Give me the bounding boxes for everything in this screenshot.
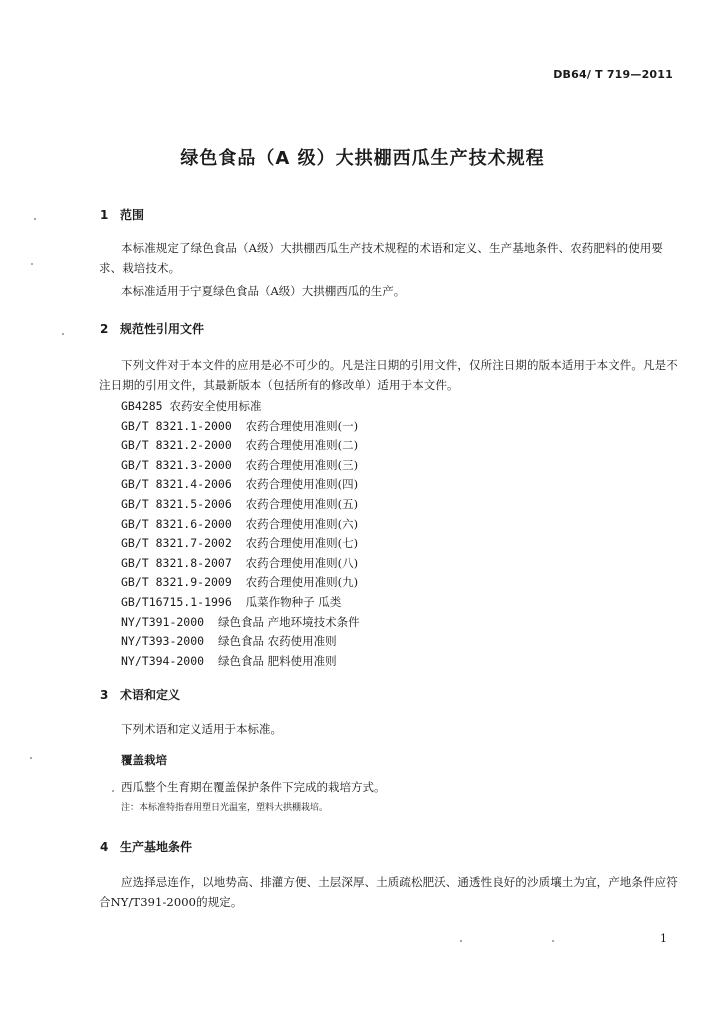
reference-separator [232,419,246,433]
section-title: 生产基地条件 [120,840,193,854]
scan-speck [34,218,36,220]
reference-separator [204,634,218,648]
reference-title: 绿色食品 农药使用准则 [217,634,337,649]
reference-separator [204,615,218,629]
reference-title: 农药合理使用准则(二) [245,438,359,453]
scan-speck [112,790,114,792]
term-definition: 西瓜整个生育期在覆盖保护条件下完成的栽培方式。 [121,780,386,794]
reference-item [121,614,360,630]
scan-speck [460,940,462,942]
reference-item [121,496,358,512]
section-4-paragraph: 应选择忌连作，以地势高、排灌方便、土层深厚、土质疏松肥沃、通透性良好的沙质壤土为宜，产地条件应符合NY/T391-2000的规定。 [99,875,678,909]
reference-code: GB/T16715.1-1996 [121,595,232,609]
reference-item [121,535,358,551]
section-number: 2 [100,322,109,336]
reference-item [121,555,358,571]
standard-code: DB64/ T 719—2011 [553,68,673,81]
reference-separator [232,438,246,452]
section-title: 规范性引用文件 [120,322,205,336]
reference-separator [232,575,246,589]
reference-separator [232,536,246,550]
reference-title: 农药安全使用标准 [169,399,262,413]
scan-speck [30,757,32,759]
reference-separator [232,477,246,491]
reference-separator [232,458,246,472]
reference-separator [204,654,218,668]
reference-separator [232,517,246,531]
section-title: 范围 [120,208,145,222]
reference-code: GB/T 8321.4-2006 [121,477,232,492]
reference-title: 绿色食品 肥料使用准则 [217,653,337,668]
term-note: 注：本标准特指春用塑日光温室，塑料大拱棚栽培。 [121,803,329,813]
reference-item [121,653,337,669]
reference-code: GB/T 8321.3-2000 [121,457,232,472]
section-1-paragraph-2: 本标准适用于宁夏绿色食品（A级）大拱棚西瓜的生产。 [121,284,406,298]
page-number: 1 [660,932,667,945]
document-title: 绿色食品（A 级）大拱棚西瓜生产技术规程 [180,148,545,169]
section-1-heading [100,206,144,223]
section-4-heading [100,838,192,855]
reference-code: NY/T393-2000 [121,634,205,649]
reference-title: 农药合理使用准则(三) [245,457,359,472]
reference-separator [232,595,246,609]
reference-title: 绿色食品 产地环境技术条件 [217,614,360,629]
reference-title: 农药合理使用准则(四) [245,477,359,492]
section-1-paragraph-1: 本标准规定了绿色食品（A级）大拱棚西瓜生产技术规程的术语和定义、生产基地条件、农药肥料的使用要求、栽培技术。 [99,241,663,275]
reference-code: GB4285 [121,399,163,413]
reference-code: GB/T 8321.9-2009 [121,575,232,590]
reference-separator [232,556,246,570]
reference-code: GB/T 8321.6-2000 [121,516,232,531]
section-number: 1 [100,208,109,222]
reference-item [121,594,341,610]
reference-title: 农药合理使用准则(八) [245,555,359,570]
reference-title: 瓜菜作物种子 瓜类 [245,595,342,609]
reference-code: GB/T 8321.1-2000 [121,418,232,433]
scan-speck [62,333,64,335]
reference-item [121,398,261,414]
reference-code: GB/T 8321.8-2007 [121,555,232,570]
scan-speck [552,940,554,942]
reference-item [121,633,337,649]
reference-title: 农药合理使用准则(九) [245,575,359,590]
section-2-intro: 下列文件对于本文件的应用是必不可少的。凡是注日期的引用文件，仅所注日期的版本适用于本文件。凡是不注日期的引用文件，其最新版本（包括所有的修改单）适用于本文件。 [99,358,678,392]
section-3-heading [100,686,180,703]
section-3-intro: 下列术语和定义适用于本标准。 [121,722,282,736]
reference-title: 农药合理使用准则(六) [245,516,359,531]
scan-speck [31,263,33,265]
reference-title: 农药合理使用准则(五) [245,497,359,511]
reference-code: GB/T 8321.5-2006 [121,497,232,511]
section-2-heading [100,320,204,337]
reference-item [121,437,358,453]
reference-item [121,457,358,473]
reference-code: NY/T391-2000 [121,614,205,629]
reference-item [121,476,358,492]
reference-title: 农药合理使用准则(七) [245,536,359,551]
reference-separator [232,497,246,511]
section-number: 3 [100,688,109,702]
reference-code: NY/T394-2000 [121,653,205,668]
term-heading: 覆盖栽培 [121,753,167,767]
reference-item [121,418,358,434]
reference-code: GB/T 8321.2-2000 [121,438,232,453]
section-title: 术语和定义 [120,688,181,702]
reference-code: GB/T 8321.7-2002 [121,536,232,551]
section-number: 4 [100,840,109,854]
reference-item [121,574,358,590]
reference-item [121,516,358,532]
reference-title: 农药合理使用准则(一) [245,418,359,433]
